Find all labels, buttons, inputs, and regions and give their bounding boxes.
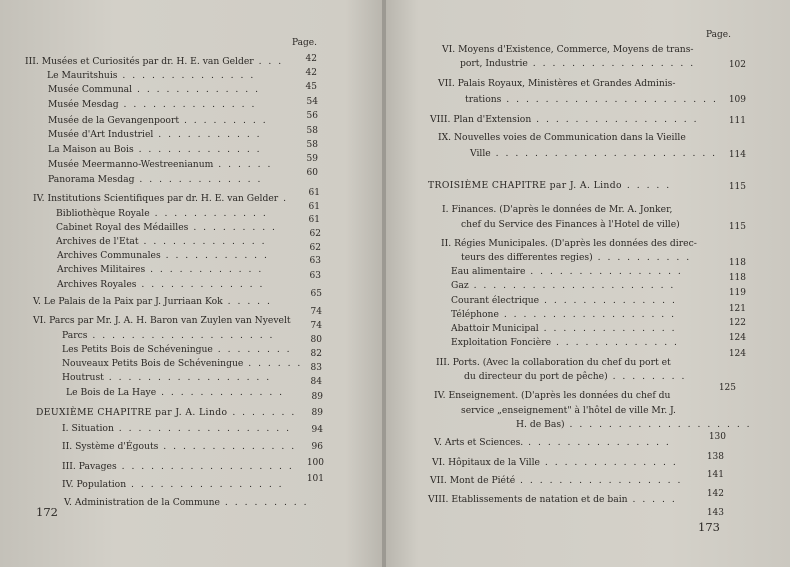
toc-entry: Parcs . . . . . . . . . . . . . . . . . . . bbox=[62, 330, 275, 341]
page-number: 172 bbox=[36, 505, 58, 519]
toc-entry: Musée Meermanno-Westreenianum . . . . . . bbox=[48, 159, 273, 170]
toc-entry: Les Petits Bois de Schéveningue . . . . . . . . bbox=[62, 344, 292, 355]
toc-entry: service „enseignement" à l'hôtel de ville Mr. J. bbox=[461, 405, 676, 416]
toc-entry: Archives Royales . . . . . . . . . . . . . bbox=[57, 279, 265, 290]
toc-page-number: 115 bbox=[728, 182, 746, 192]
toc-page-number: 125 bbox=[718, 383, 736, 393]
toc-page-number: 94 bbox=[311, 425, 323, 435]
toc-page-number: 118 bbox=[728, 273, 746, 283]
toc-page-number: 142 bbox=[706, 489, 724, 499]
toc-page-number: 62 bbox=[309, 229, 321, 239]
toc-entry: La Maison au Bois . . . . . . . . . . . . . bbox=[48, 144, 262, 155]
toc-entry: trations . . . . . . . . . . . . . . . . . . . . . . bbox=[465, 94, 718, 105]
toc-entry: Bibliothèque Royale . . . . . . . . . . . . bbox=[56, 208, 268, 219]
toc-page-number: 102 bbox=[728, 60, 746, 70]
page-column-header: Page. bbox=[706, 30, 731, 40]
toc-page-number: 101 bbox=[306, 474, 324, 484]
toc-entry: Cabinet Royal des Médailles . . . . . . . . . bbox=[56, 222, 277, 233]
toc-page-number: 65 bbox=[310, 289, 322, 299]
toc-entry: III. Ports. (Avec la collaboration du chef du port et bbox=[436, 357, 671, 368]
toc-entry: III. Pavages . . . . . . . . . . . . . . . . . . bbox=[62, 461, 294, 472]
toc-page-number: 122 bbox=[728, 318, 746, 328]
toc-page-number: 100 bbox=[306, 458, 324, 468]
toc-page-number: 84 bbox=[310, 377, 322, 387]
toc-page-number: 143 bbox=[706, 508, 724, 518]
toc-entry: I. Situation . . . . . . . . . . . . . . . . . . bbox=[62, 423, 292, 434]
toc-page-number: 61 bbox=[308, 188, 320, 198]
toc-page-number: 141 bbox=[706, 470, 724, 480]
page-column-header: Page. bbox=[292, 38, 317, 48]
toc-entry: Musée d'Art Industriel . . . . . . . . . . . bbox=[48, 129, 262, 140]
toc-entry: I. Finances. (D'après le données de Mr. A. Jonker, bbox=[442, 204, 673, 215]
toc-entry: Le Mauritshuis . . . . . . . . . . . . . . bbox=[47, 70, 256, 81]
toc-chapter: TROISIÈME CHAPITRE par J. A. Lindo . . . . . bbox=[428, 180, 672, 191]
toc-entry: Musée Communal . . . . . . . . . . . . . bbox=[48, 84, 261, 95]
toc-entry: Téléphone . . . . . . . . . . . . . . . . . . bbox=[451, 309, 677, 320]
toc-entry: IV. Enseignement. (D'après les données du chef du bbox=[434, 390, 671, 401]
toc-entry: Panorama Mesdag . . . . . . . . . . . . . bbox=[48, 174, 263, 185]
toc-page-number: 58 bbox=[306, 126, 318, 136]
toc-entry: VIII. Plan d'Extension . . . . . . . . . . . . . . . . . bbox=[430, 114, 699, 125]
toc-entry: V. Le Palais de la Paix par J. Jurriaan Kok . . . . . bbox=[33, 296, 272, 307]
toc-entry: Gaz . . . . . . . . . . . . . . . . . . . . . bbox=[451, 280, 676, 291]
toc-page-number: 111 bbox=[728, 116, 746, 126]
toc-entry: Houtrust . . . . . . . . . . . . . . . . . bbox=[62, 372, 272, 383]
toc-page-number: 61 bbox=[308, 215, 320, 225]
toc-entry: Ville . . . . . . . . . . . . . . . . . . . . . . . bbox=[470, 148, 718, 159]
toc-entry: Abattoir Municipal . . . . . . . . . . . . . . bbox=[451, 323, 677, 334]
toc-page-number: 89 bbox=[311, 392, 323, 402]
toc-entry: Nouveaux Petits Bois de Schéveningue . . . . . . bbox=[62, 358, 303, 369]
right-page bbox=[386, 0, 790, 567]
toc-page-number: 96 bbox=[311, 442, 323, 452]
toc-entry: VI. Parcs par Mr. J. A. H. Baron van Zuylen van Nyevelt bbox=[33, 315, 291, 326]
toc-page-number: 63 bbox=[309, 256, 321, 266]
toc-page-number: 54 bbox=[306, 97, 318, 107]
toc-entry: teurs des differentes regies) . . . . . . . . . . bbox=[461, 252, 692, 263]
toc-entry: VI. Hôpitaux de la Ville . . . . . . . . . . . . . . bbox=[432, 457, 678, 468]
left-page bbox=[0, 0, 384, 567]
toc-entry: IV. Institutions Scientifiques par dr. H. E. van Gelder . bbox=[33, 193, 289, 204]
toc-entry: H. de Bas) . . . . . . . . . . . . . . . . . . . bbox=[516, 419, 752, 430]
toc-entry: VII. Palais Royaux, Ministères et Grandes Adminis- bbox=[438, 78, 676, 89]
toc-page-number: 58 bbox=[306, 140, 318, 150]
toc-page-number: 42 bbox=[305, 68, 317, 78]
toc-page-number: 60 bbox=[306, 168, 318, 178]
toc-page-number: 62 bbox=[309, 243, 321, 253]
toc-page-number: 63 bbox=[309, 271, 321, 281]
toc-page-number: 130 bbox=[708, 432, 726, 442]
toc-page-number: 124 bbox=[728, 333, 746, 343]
toc-entry: VII. Mont de Piété . . . . . . . . . . . . . . . . . bbox=[430, 475, 683, 486]
toc-entry: Archives Militaires . . . . . . . . . . . . bbox=[57, 264, 264, 275]
toc-entry: IX. Nouvelles voies de Communication dans la Vieille bbox=[438, 132, 686, 143]
page-number: 173 bbox=[698, 520, 720, 534]
toc-page-number: 118 bbox=[728, 258, 746, 268]
toc-page-number: 80 bbox=[310, 335, 322, 345]
toc-entry: Musée de la Gevangenpoort . . . . . . . . . bbox=[48, 115, 268, 126]
toc-entry: Eau alimentaire . . . . . . . . . . . . . . . . bbox=[451, 266, 683, 277]
toc-entry: Archives Communales . . . . . . . . . . . bbox=[57, 250, 269, 261]
toc-page-number: 109 bbox=[728, 95, 746, 105]
toc-page-number: 138 bbox=[706, 452, 724, 462]
toc-page-number: 82 bbox=[310, 349, 322, 359]
toc-entry: V. Administration de la Commune . . . . . . . . . bbox=[64, 497, 309, 508]
toc-page-number: 114 bbox=[728, 150, 746, 160]
toc-page-number: 61 bbox=[308, 202, 320, 212]
toc-page-number: 42 bbox=[305, 54, 317, 64]
toc-entry: Archives de l'Etat . . . . . . . . . . . . . bbox=[56, 236, 267, 247]
toc-page-number: 124 bbox=[728, 349, 746, 359]
toc-page-number: 115 bbox=[728, 222, 746, 232]
toc-entry: Le Bois de La Haye . . . . . . . . . . . . . bbox=[66, 387, 285, 398]
toc-page-number: 45 bbox=[305, 82, 317, 92]
toc-entry: VIII. Etablissements de natation et de bain . . . . . bbox=[428, 494, 677, 505]
toc-page-number: 121 bbox=[728, 304, 746, 314]
toc-entry: II. Régies Municipales. (D'après les données des direc- bbox=[441, 238, 697, 249]
toc-chapter: DEUXIÈME CHAPITRE par J. A. Lindo . . . . . . . bbox=[36, 407, 297, 418]
toc-entry: IV. Population . . . . . . . . . . . . . . . . bbox=[62, 479, 284, 490]
toc-entry: III. Musées et Curiosités par dr. H. E. van Gelder . . . bbox=[25, 56, 284, 67]
toc-page-number: 119 bbox=[728, 288, 746, 298]
toc-page-number: 74 bbox=[310, 321, 322, 331]
toc-page-number: 56 bbox=[306, 111, 318, 121]
toc-entry: II. Système d'Égouts . . . . . . . . . . . . . . bbox=[62, 441, 297, 452]
toc-entry: VI. Moyens d'Existence, Commerce, Moyens de trans- bbox=[442, 44, 694, 55]
toc-entry: Musée Mesdag . . . . . . . . . . . . . . bbox=[48, 99, 257, 110]
toc-entry: port, Industrie . . . . . . . . . . . . . . . . . bbox=[460, 58, 696, 69]
toc-entry: chef du Service des Finances à l'Hotel de ville) bbox=[461, 219, 680, 230]
toc-entry: Courant électrique . . . . . . . . . . . . . . bbox=[451, 295, 677, 306]
toc-page-number: 83 bbox=[310, 363, 322, 373]
toc-entry: Exploitation Foncière . . . . . . . . . . . . . bbox=[451, 337, 679, 348]
toc-entry: du directeur du port de pêche) . . . . . . . . bbox=[464, 371, 687, 382]
toc-page-number: 59 bbox=[306, 154, 318, 164]
toc-page-number: 89 bbox=[311, 408, 323, 418]
toc-entry: V. Arts et Sciences. . . . . . . . . . . . . . . . bbox=[434, 437, 671, 448]
toc-page-number: 74 bbox=[310, 307, 322, 317]
